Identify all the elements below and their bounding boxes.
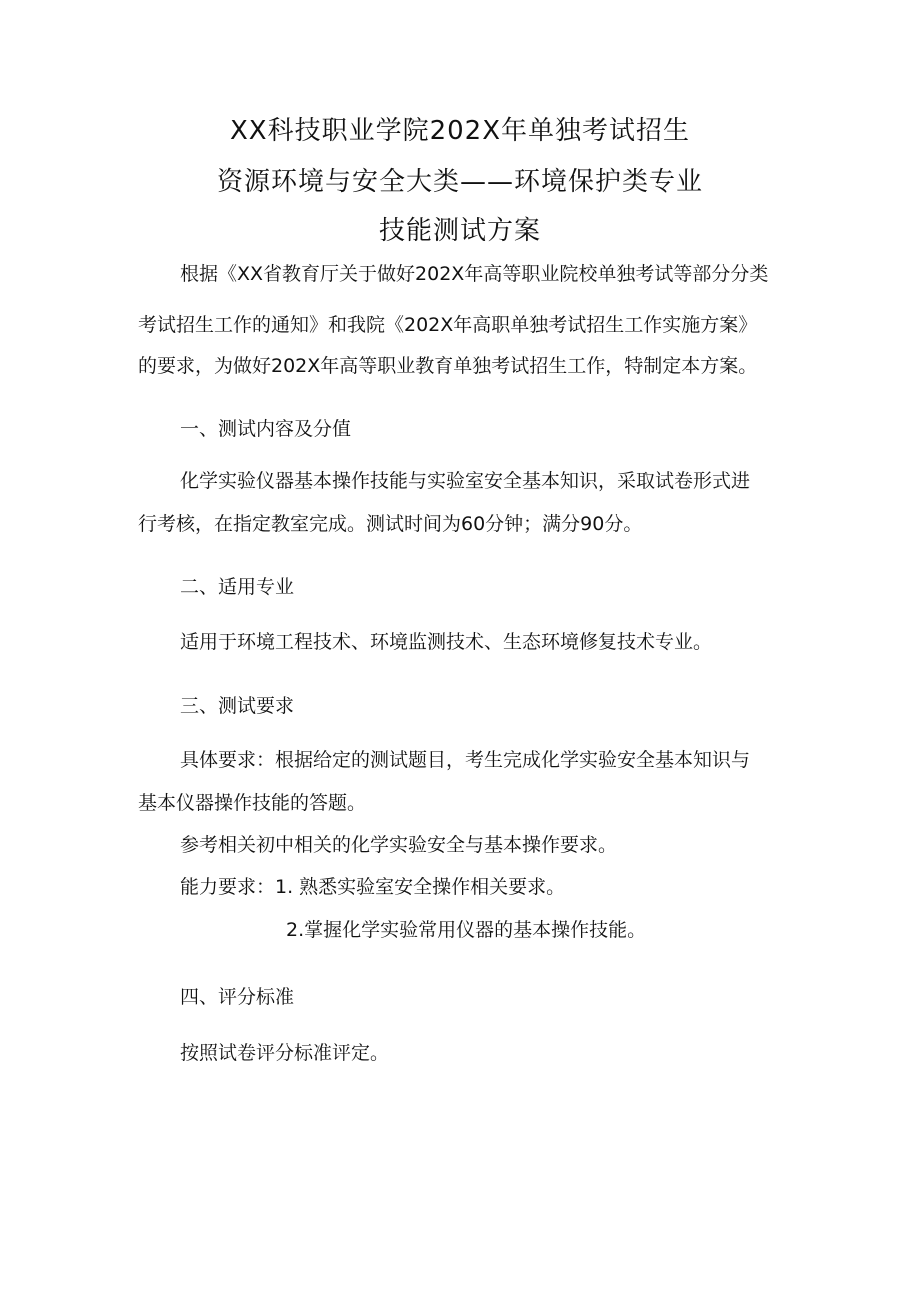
section-3-ability-item-1: 能力要求：1. 熟悉实验室安全操作相关要求。 [180,876,566,898]
section-1-text-line-2: 行考核，在指定教室完成。测试时间为60分钟；满分90分。 [138,513,643,535]
section-2-heading: 二、适用专业 [180,576,295,598]
section-4-text-line-1: 按照试卷评分标准评定。 [180,1042,390,1064]
document-title-line-2: 资源环境与安全大类——环境保护类专业 [216,167,703,197]
section-4-heading: 四、评分标准 [180,986,295,1008]
intro-paragraph-line-2: 考试招生工作的通知》和我院《202X年高职单独考试招生工作实施方案》 [138,314,758,336]
section-3-text-line-2: 基本仪器操作技能的答题。 [138,792,367,814]
section-3-ability-item-2: 2.掌握化学实验常用仪器的基本操作技能。 [286,919,647,941]
section-1-text-line-1: 化学实验仪器基本操作技能与实验室安全基本知识，采取试卷形式进 [180,470,751,492]
intro-paragraph-line-1: 根据《XX省教育厅关于做好202X年高等职业院校单独考试等部分分类 [180,263,769,285]
section-3-text-line-3: 参考相关初中相关的化学实验安全与基本操作要求。 [180,834,618,856]
document-title-line-1: XX科技职业学院202X年单独考试招生 [229,116,691,146]
section-2-text-line-1: 适用于环境工程技术、环境监测技术、生态环境修复技术专业。 [180,631,713,653]
section-3-text-line-1: 具体要求：根据给定的测试题目，考生完成化学实验安全基本知识与 [180,749,751,771]
section-1-heading: 一、测试内容及分值 [180,418,352,440]
section-3-heading: 三、测试要求 [180,695,295,717]
document-title-line-3: 技能测试方案 [378,216,541,246]
intro-paragraph-line-3: 的要求，为做好202X年高等职业教育单独考试招生工作，特制定本方案。 [138,355,758,377]
